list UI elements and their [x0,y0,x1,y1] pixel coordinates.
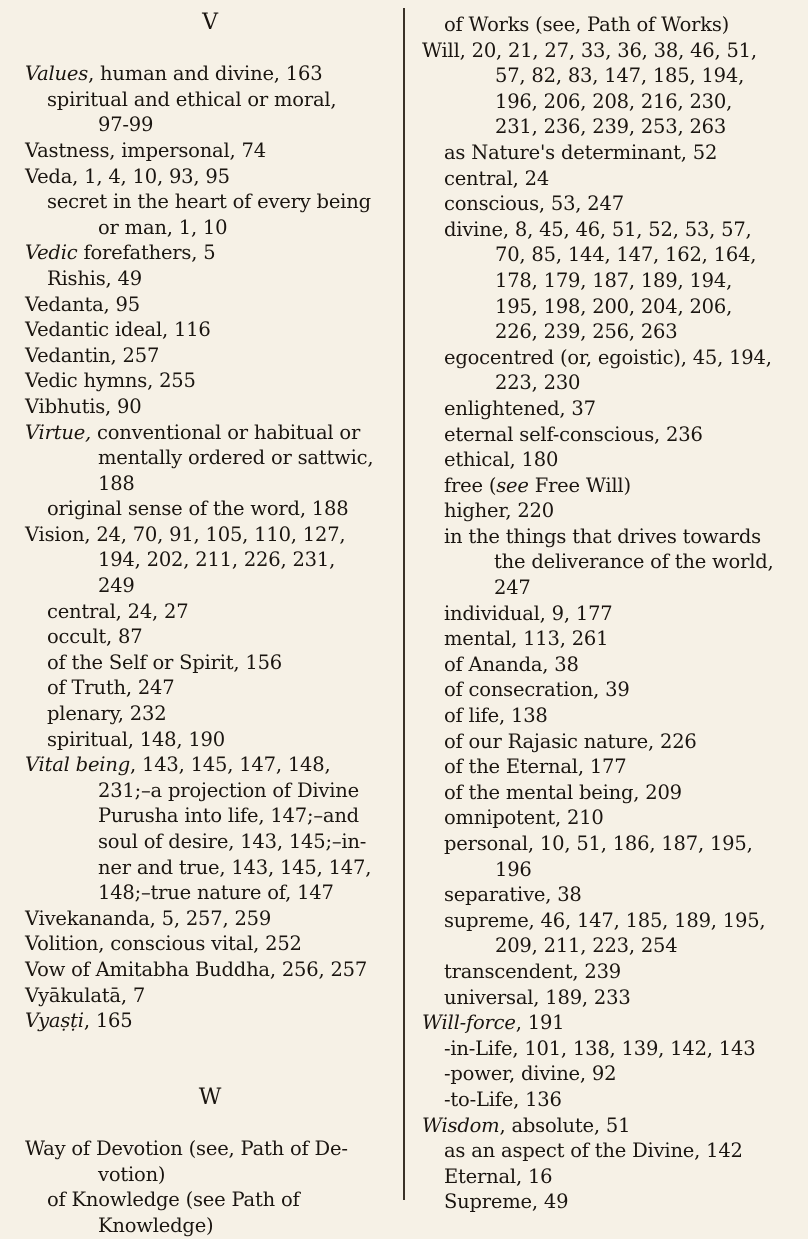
index-subentry: of the mental being, 209 [444,780,682,804]
index-entry: Vedic hymns, 255 [25,369,196,393]
index-subentry: ethical, 180 [444,448,559,472]
index-continuation: Knowledge) [98,1213,214,1237]
index-entry: Will, 20, 21, 27, 33, 36, 38, 46, 51, [422,38,757,62]
index-continuation: 209, 211, 223, 254 [495,934,678,958]
index-continuation: ner and true, 143, 145, 147, [98,855,372,879]
index-continuation: 196 [495,857,532,881]
index-subentry: spiritual and ethical or moral, [47,87,337,111]
index-subentry: spiritual, 148, 190 [47,727,225,751]
index-subentry: -power, divine, 92 [444,1062,617,1086]
index-continuation: mentally ordered or sattwic, [98,446,374,470]
index-continuation: the deliverance of the world, [494,550,774,574]
index-entry: Vastness, impersonal, 74 [25,138,266,162]
index-subentry: occult, 87 [47,625,143,649]
index-entry: Vedanta, 95 [25,292,140,316]
index-continuation: 249 [98,574,135,598]
index-entry: Vibhutis, 90 [25,394,142,418]
index-entry-wisdom: Wisdom, absolute, 51 [422,1113,631,1137]
index-subentry: of Knowledge (see Path of [47,1188,300,1212]
index-subentry: conscious, 53, 247 [444,192,624,216]
index-subentry: of our Rajasic nature, 226 [444,729,697,753]
index-subentry: central, 24, 27 [47,599,189,623]
index-continuation: 231, 236, 239, 253, 263 [495,115,727,139]
index-subentry: of Ananda, 38 [444,652,579,676]
index-continuation: 97-99 [98,113,154,137]
index-continuation: 195, 198, 200, 204, 206, [495,294,733,318]
index-subentry: original sense of the word, 188 [47,497,349,521]
index-subentry-free: free (see Free Will) [444,473,631,497]
section-letter-w: W [198,1084,222,1110]
index-subentry: -to-Life, 136 [444,1087,562,1111]
index-subentry: of the Self or Spirit, 156 [47,650,282,674]
index-entry: Vedantin, 257 [25,343,160,367]
index-entry: Vedantic ideal, 116 [25,318,211,342]
index-subentry: Rishis, 49 [47,266,142,290]
index-continuation: or man, 1, 10 [98,215,228,239]
index-entry: Way of Devotion (see, Path of De- [25,1137,348,1161]
index-subentry: enlightened, 37 [444,396,596,420]
index-entry: Vision, 24, 70, 91, 105, 110, 127, [25,522,346,546]
index-subentry: of the Eternal, 177 [444,755,627,779]
index-subentry: eternal self-conscious, 236 [444,422,703,446]
index-subentry: omnipotent, 210 [444,806,604,830]
index-continuation: 57, 82, 83, 147, 185, 194, [495,64,745,88]
index-subentry: plenary, 232 [47,702,167,726]
index-subentry: as an aspect of the Divine, 142 [444,1139,743,1163]
index-subentry: of consecration, 39 [444,678,630,702]
index-entry: Volition, conscious vital, 252 [25,932,302,956]
index-subentry: personal, 10, 51, 186, 187, 195, [444,832,753,855]
index-entry: Vyākulatā, 7 [25,983,146,1007]
column-divider [403,8,405,1200]
index-subentry: supreme, 46, 147, 185, 189, 195, [444,908,766,932]
index-subentry: transcendent, 239 [444,959,622,983]
index-subentry: as Nature's determinant, 52 [444,140,718,164]
index-continuation: soul of desire, 143, 145;–in- [98,830,367,853]
index-entry: Vow of Amitabha Buddha, 256, 257 [25,957,368,981]
index-continuation: 247 [494,576,531,600]
index-subentry: mental, 113, 261 [444,627,609,651]
index-entry-will-force: Will-force, 191 [422,1011,565,1035]
index-subentry: higher, 220 [444,499,554,523]
index-subentry: Eternal, 16 [444,1164,553,1188]
index-continuation: 223, 230 [495,371,581,395]
left-column [25,10,395,1239]
index-entry-vital-being: Vital being, 143, 145, 147, 148, [25,753,331,777]
index-entry: Vivekananda, 5, 257, 259 [25,906,272,930]
index-subentry: of Works (see, Path of Works) [444,13,730,36]
index-subentry: central, 24 [444,166,550,190]
index-entry-virtue: Virtue, conventional or habitual or [25,420,361,444]
index-subentry: individual, 9, 177 [444,601,613,625]
index-continuation: 148;–true nature of, 147 [98,881,334,905]
index-subentry: divine, 8, 45, 46, 51, 52, 53, 57, [444,217,752,241]
index-subentry: universal, 189, 233 [444,985,631,1009]
index-entry-vedic: Vedic forefathers, 5 [25,241,216,265]
index-subentry: Supreme, 49 [444,1190,569,1214]
index-entry: Veda, 1, 4, 10, 93, 95 [25,164,230,188]
index-continuation: votion) [98,1162,166,1186]
index-continuation: 231;–a projection of Divine [98,778,359,802]
index-continuation: 196, 206, 208, 216, 230, [495,89,733,113]
index-continuation: Purusha into life, 147;–and [98,804,359,828]
index-subentry: egocentred (or, egoistic), 45, 194, [444,345,772,369]
index-continuation: 178, 179, 187, 189, 194, [495,268,733,292]
index-subentry: separative, 38 [444,883,582,907]
index-subentry: of life, 138 [444,704,548,728]
index-subentry: of Truth, 247 [47,676,175,700]
index-continuation: 188 [98,471,135,495]
section-letter-v: V [202,10,218,35]
index-subentry: -in-Life, 101, 138, 139, 142, 143 [444,1036,756,1060]
index-entry-values: Values, human and divine, 163 [25,62,323,86]
right-column [422,12,802,1215]
index-subentry: secret in the heart of every being [47,190,371,214]
index-entry-vyasti: Vyaṣṭi, 165 [25,1009,133,1033]
index-subentry: in the things that drives towards [444,524,761,548]
index-continuation: 226, 239, 256, 263 [495,320,678,344]
index-continuation: 70, 85, 144, 147, 162, 164, [495,243,757,267]
index-continuation: 194, 202, 211, 226, 231, [98,548,336,572]
